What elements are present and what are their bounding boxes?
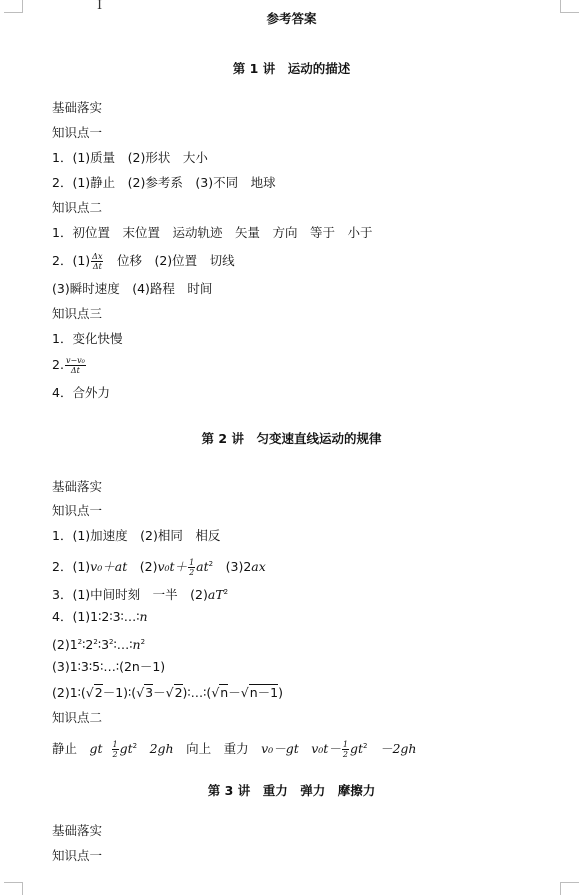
text-segment: ∶3 xyxy=(97,637,110,653)
sqrt-radicand: 3 xyxy=(145,685,154,700)
superscript: 2 xyxy=(223,588,229,596)
fraction-denominator: 2 xyxy=(189,568,195,578)
lecture-1-kp3-line-3: 4．合外力 xyxy=(52,385,110,400)
lecture-1-kp2: 知识点二 xyxy=(52,200,103,215)
lecture-3-section: 基础落实 xyxy=(52,823,103,838)
text-segment: ∶2 xyxy=(82,637,94,653)
lecture-2-line-7: (2)1∶(√2－1)∶(√3－√2)∶…∶(√n－√n－1) xyxy=(52,685,283,700)
formula-aT: aT xyxy=(207,587,224,603)
superscript: 2 xyxy=(208,560,214,568)
fraction-one-half xyxy=(342,740,349,759)
lecture-1-kp1-line-2: 2．(1)静止 (2)参考系 (3)不同 地球 xyxy=(52,175,276,190)
fraction-numerator: 1 xyxy=(112,740,118,750)
formula-v0t: v₀t－ xyxy=(298,741,341,757)
text-segment: －1)∶( xyxy=(102,685,137,700)
formula-ax: ax xyxy=(251,559,266,575)
fraction-dv-dt xyxy=(65,356,86,375)
lecture-1-kp3-line-2 xyxy=(52,356,87,375)
text-segment: ∶…∶ xyxy=(113,637,133,653)
line-rest: 位移 (2)位置 切线 xyxy=(104,253,235,268)
formula-n: n xyxy=(132,637,141,653)
formula-v0-at: v₀＋at xyxy=(90,559,128,575)
crop-mark-bottom-right xyxy=(560,882,579,895)
sqrt-radicand: n xyxy=(220,685,229,700)
crop-mark-bottom-left xyxy=(4,882,23,895)
formula-minus-2gh: －2gh xyxy=(367,741,417,757)
line-prefix: 2．(1) xyxy=(52,253,91,268)
lecture-2-line-5 xyxy=(52,634,145,653)
fraction-one-half xyxy=(188,558,195,577)
fraction-denominator: Δt xyxy=(92,262,102,271)
lecture-2-kp1: 知识点一 xyxy=(52,503,103,518)
text-segment: 4．(1)1∶2∶3∶…∶ xyxy=(52,609,140,624)
fraction-denominator: Δt xyxy=(70,366,80,375)
formula-v0-gt: v₀－gt xyxy=(261,741,299,757)
fraction-numerator: Δx xyxy=(92,252,103,261)
superscript: 2 xyxy=(77,638,83,646)
fraction-dx-dt xyxy=(91,252,103,271)
lecture-2-line-4 xyxy=(52,609,148,625)
lecture-1-kp2-line-1: 1．初位置 末位置 运动轨迹 矢量 方向 等于 小于 xyxy=(52,225,373,240)
fraction-numerator: v−v₀ xyxy=(65,356,85,365)
text-segment: 向上 重力 xyxy=(173,741,262,757)
text-segment: － xyxy=(228,685,241,700)
text-segment: 2．(1) xyxy=(52,559,91,575)
lecture-1-kp1-line-1: 1．(1)质量 (2)形状 大小 xyxy=(52,150,208,165)
lecture-3-kp1: 知识点一 xyxy=(52,848,103,863)
superscript: 2 xyxy=(140,638,146,646)
fraction-denominator: 2 xyxy=(342,750,348,760)
text-segment: )∶…∶( xyxy=(182,685,212,700)
text-segment: (3)2 xyxy=(213,559,252,575)
text-segment: － xyxy=(153,685,166,700)
text-segment: ) xyxy=(278,685,283,700)
lecture-2-line-8 xyxy=(52,738,416,759)
lecture-1-kp1: 知识点一 xyxy=(52,125,103,140)
fraction-one-half xyxy=(112,740,119,759)
lecture-1-kp2-line-3: (3)瞬时速度 (4)路程 时间 xyxy=(52,281,213,296)
lecture-3-title: 第 3 讲 重力 弹力 摩擦力 xyxy=(207,783,376,798)
lecture-2-line-3 xyxy=(52,584,228,603)
formula-n: n xyxy=(139,609,148,624)
sqrt-radicand: 2 xyxy=(174,685,183,700)
lecture-2-line-1: 1．(1)加速度 (2)相同 相反 xyxy=(52,528,221,543)
fraction-numerator: 1 xyxy=(189,558,195,568)
formula-v0t: v₀t＋ xyxy=(157,559,188,575)
sqrt-radicand: n－1 xyxy=(249,685,279,700)
lecture-1-kp3: 知识点三 xyxy=(52,306,103,321)
lecture-2-section: 基础落实 xyxy=(52,479,103,494)
formula-2gh: 2gh xyxy=(137,741,174,757)
superscript: 2 xyxy=(93,638,98,646)
text-cursor-icon: I xyxy=(97,0,103,13)
superscript: 2 xyxy=(362,742,368,750)
formula-gt: gt xyxy=(119,741,133,757)
text-segment: 3．(1)中间时刻 一半 (2) xyxy=(52,587,208,603)
superscript: 2 xyxy=(109,638,114,646)
lecture-2-line-2 xyxy=(52,556,266,577)
lecture-1-title: 第 1 讲 运动的描述 xyxy=(232,61,351,76)
lecture-2-line-6: (3)1∶3∶5∶…∶(2n－1) xyxy=(52,659,166,674)
text-segment: (2)1 xyxy=(52,637,78,653)
lecture-2-title: 第 2 讲 匀变速直线运动的规律 xyxy=(201,431,382,446)
lecture-1-kp2-line-2 xyxy=(52,252,235,271)
document-title: 参考答案 xyxy=(266,11,317,26)
line-prefix: 2. xyxy=(52,357,64,372)
text-segment: 静止 xyxy=(52,741,90,757)
lecture-2-kp2: 知识点二 xyxy=(52,710,103,725)
text-segment: (2) xyxy=(127,559,158,575)
fraction-numerator: 1 xyxy=(342,740,348,750)
superscript: 2 xyxy=(132,742,138,750)
text-segment: (2)1∶( xyxy=(52,685,86,700)
lecture-1-section: 基础落实 xyxy=(52,100,103,115)
sqrt-radicand: 2 xyxy=(94,685,103,700)
lecture-1-kp3-line-1: 1．变化快慢 xyxy=(52,331,123,346)
fraction-denominator: 2 xyxy=(112,750,118,760)
formula-gt: gt xyxy=(349,741,363,757)
formula-gt: gt xyxy=(89,741,103,757)
formula-at: at xyxy=(196,559,209,575)
